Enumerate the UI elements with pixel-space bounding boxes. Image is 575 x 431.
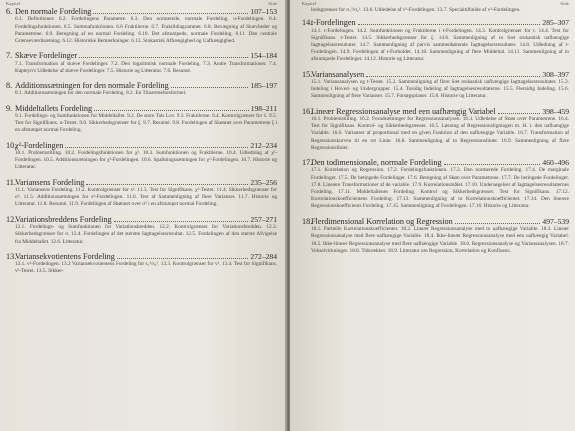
section-list: 13.1. v²-Fordelingen. 13.2 Variansekvotientens Fordeling for s₁²/s₂². 13.3. Kontrolgrænser for v². 13.4. Test for Signifikans. v²-Testet. 13.5. Sikker- [15, 261, 277, 275]
chapter-number: 18. [302, 216, 313, 226]
toc-entry [6, 51, 277, 75]
chapter-number: 14. [302, 18, 313, 28]
toc-entry [302, 217, 569, 255]
dot-leader [94, 110, 249, 111]
chapter-pages: 235–256 [250, 177, 277, 187]
chapter-line [302, 107, 569, 116]
header-page-label: Side [268, 1, 277, 6]
left-toc [6, 7, 277, 276]
chapter-pages: 285–307 [542, 18, 569, 28]
header-chapter-label: Kapitel [302, 1, 317, 6]
chapter-pages: 460–496 [542, 158, 569, 168]
toc-entry [6, 215, 277, 246]
left-page [0, 0, 287, 431]
dot-leader [498, 113, 541, 114]
section-list: 6.1. Definitioner. 6.2. Fordelingens Parametre. 6.3. Den normerede, normale Fordeling. u-Fordelingen. 6.4. Fordelingsfunktionen. 6.5. Summafunktionen. 6.6 Fraktilerne. 6.7. Fraktildiagrammet. 6.8. Bevægning af Skævheder og Parametrene. 6.9. Beregning af en normal Fordeling. 6.10. Det afstumpede, normale Fordeling. 6.11. Den centrale Grænseværdisætning. 6.12. Historiske Bemærkninger. 6.13. Stokastisk Afhængighed og Uafhængighed. [15, 16, 277, 45]
toc-entry [302, 70, 569, 101]
chapter-pages: 198–211 [250, 103, 277, 113]
right-toc [302, 18, 569, 255]
chapter-pages: 398–459 [542, 106, 569, 116]
chapter-pages: 272–284 [250, 251, 277, 261]
section-list: 14.1. t-Fordelingen. 14.2. Sumfunktionen og Fraktilerne i t-Fordelingen. 14.3. Kontrolgrænser for t. 14.4. Test for Signifikans. t-Testet. 14.5. Sikkerhedsgrænser for ξ. 14.6. Sammenligning af to Sæt stokastisk uafhængige Iagttagelsesresultater. 14.7. Sammenligning af parvis sammenhørende Iagttagelsesresultater. 14.8. Udledning af t-Fordelingen. 14.9. Fordelingen af t-Forholdet. 14.10. Sammenligning af flere Middeltal. 14.11. Sammenligning af to afstumpede Fordelinger. 14.12. Historie og Litteratur. [311, 27, 569, 63]
chapter-pages: 497–539 [542, 216, 569, 226]
chapter-pages: 212–234 [250, 140, 277, 150]
chapter-number: 16. [302, 106, 313, 116]
toc-entry [6, 81, 277, 98]
chapter-line [6, 215, 277, 224]
chapter-line [302, 18, 569, 27]
chapter-number: 6. [6, 7, 13, 16]
dot-leader [366, 76, 540, 77]
chapter-title: Variansekvotientens Fordeling [15, 251, 115, 261]
toc-entry [302, 158, 569, 211]
chapter-pages: 154–184 [250, 51, 277, 61]
toc-entry [6, 252, 277, 276]
chapter-pages: 257–271 [250, 214, 277, 224]
chapter-title: t-Fordelingen [311, 18, 356, 28]
chapter-number: 15. [302, 69, 313, 79]
chapter-title: Den todimensionale, normale Fordeling [311, 158, 442, 168]
section-list: 12.1. Fordelings- og Sumfunktionen for Variationsbredden. 12.2. Kontrolgrænser for Variationsbredden. 12.3. Sikkerhedsgrænser for σ. 12.4. Fordelingen af det sterstte Iagttagelsesresultat. 12.5. Fordelingen af den største Afvigelse fra Middeltallet. 12.6. Litteratur. [15, 224, 277, 245]
dot-leader [65, 147, 248, 148]
chapter-pages: 185–197 [250, 81, 277, 91]
chapter-title: Flerdimensional Korrelation og Regression [311, 216, 453, 226]
toc-entry [6, 7, 277, 45]
chapter-title: Additionssætningen for den normale Fordeling [15, 81, 169, 91]
dot-leader [117, 258, 249, 259]
chapter-line [6, 178, 277, 187]
continuation-text: hedsgrænser for σ₁²/σ₂². 13.6. Udledelse af v²-Fordelingen. 13.7. Specialtilfælde af v²-Fordelingen. [311, 7, 521, 13]
toc-entry [302, 18, 569, 63]
chapter-number: 9. [6, 103, 13, 113]
chapter-number: 7. [6, 51, 13, 61]
section-list: 17.1. Korrelation og Regression. 17.2. Fordelingsfunktionen. 17.3. Den normerede Fordeling. 17.4. De marginale Fordelinger. 17.5. De betingede Fordelinger. 17.6. Beregning af Skøn over Parametrene. 17.7. De betingede Fordelinger. 17.8. Lineære Transformationer af de variable. 17.9. Korrelationsmålet. 17.10. Undersøgelser af Iagttagelsesresultaternes Fordeling. 17.11. Middeltallenes Fordeling. Kontrol og Sikkerhedsgrænser. Test for Signifikans. 17.12. Korrelationskoefficientens Fordeling. 17.13. Sammenligning af to Korrelationskoefficienter. 17.14. Den lineære Regressionskoefficients Fordeling. 17.15. Sammenligning af Fordelingen. 17.16. Historie og Litteratur. [311, 167, 569, 210]
chapter-title: Den normale Fordeling [15, 7, 92, 16]
chapter-number: 8. [6, 81, 13, 91]
toc-entry [302, 107, 569, 152]
chapter-title: Variansanalysen [311, 69, 365, 79]
chapter-line [302, 217, 569, 226]
chapter-title: Lineær Regressionsanalyse med een uafhængig Variabel [311, 106, 496, 116]
dot-leader [455, 223, 541, 224]
chapter-number: 12. [6, 214, 17, 224]
dot-leader [444, 164, 541, 165]
chapter-line [6, 51, 277, 60]
right-page [290, 0, 575, 431]
section-list: 8.1. Additionssætningen for den normale Fordeling. 8.2. En Tilnærmelsesformel. [15, 90, 187, 97]
section-list: 11.1. Variansens Fordeling. 11.2. Kontrolgrænser for s². 11.3. Test for Signifikans. χ²-Testet. 11.4. Sikkerhedsgrænser for σ². 11.5. Additionssætningen for s²-Fordelingen. 11.6. Test af Sammenligning af flere Varianser. 11.7. Historie og Litteratur. 11.8. Resumé. 11.9. Fordelingen af Skønnet over σ² i en afstumpet normal Fordeling. [15, 187, 277, 208]
toc-entry [6, 141, 277, 172]
chapter-number: 10. [6, 140, 17, 150]
chapter-line [6, 252, 277, 261]
dot-leader [358, 24, 541, 25]
section-list: 16.1. Problemstilling. 16.2. Forudsætninger for Regressionsanalysen. 16.3. Udledelse af Skøn over Parametrene. 16.4. Test for Signifikans. Kontrol- og Sikkerhedsgrænser. 16.5. Løsning af Regressionsligningen m. H. t. den uafhængige Variable. 16.6. Varianser af proportional med en given Funktion af den uafhængige Variable. 16.7. Transformation af Regressionskurven til en ret Linie. 16.8. Sammenligning af to Regressionslinier. 16.9. Sammenligning af flere Regressionslinier. [311, 116, 569, 151]
section-list: 10.1. Problemstilling. 10.2. Fordelingsfunktionen for χ². 10.3. Sumfunktionen og Fraktilerne. 10.4. Udledning af χ²-Fordelingen. 10.5. Additionssætningen for χ²-Fordelingen. 10.6. Spaltningssætningen for χ²-Fordelingen. 10.7. Historie og Litteratur. [15, 150, 277, 171]
header-page-label: Side [560, 1, 569, 6]
chapter-line [6, 141, 277, 150]
section-list: 7.1. Transformation af skæve Fordelinger. 7.2. Den logaritmisk normale Fordeling. 7.3. Andre Transformationer. 7.4. Kapteyn's Udledelse af skæve Fordelinger. 7.5. Historie og Litteratur. 7.6. Resumé. [15, 60, 277, 74]
chapter-title: Middeltallets Fordeling [15, 103, 93, 113]
section-list: 9.1. Fordelings- og Sumfunktionen for Middeltallet. 9.2. De store Tals Lov. 9.3. Fraktilerne. 9.4. Kontrolgrænser for x̄. 9.5. Test for Signifikans. u-Testet. 9.6. Sikkerhedsgrænser for ξ. 9.7. Resumé. 9.8. Fordelingen af Skønnet over Parametrene ξ i en afstumpet normal Fordeling. [15, 113, 277, 134]
chapter-line [302, 70, 569, 79]
toc-entry [6, 104, 277, 135]
chapter-title: Variationsbreddens Fordeling [15, 214, 112, 224]
chapter-number: 17. [302, 158, 313, 168]
chapter-pages: 107–153 [250, 7, 277, 16]
chapter-number: 13. [6, 251, 17, 261]
section-list: 15.1. Variansanalysen og t-Testet. 15.2. Sammenligning af flere Sæt stokastisk uafhængige Iagttagelsesresultater. 15.3. Indeling i Hoved- og Undergrupper. 15.4. Tosidig Indeling af Iagttagelsesresultaterne. 15.5. Flersidig Indeling. 15.6. Sammenligning af flere Varianser. 15.7. Forsøgsplaner. 15.8. Historie og Litteratur. [311, 79, 569, 100]
chapter-line [6, 104, 277, 113]
dot-leader [93, 13, 248, 14]
dot-leader [114, 221, 249, 222]
chapter-number: 11. [6, 177, 16, 187]
dot-leader [79, 57, 248, 58]
toc-entry [6, 178, 277, 209]
chapter-line [6, 7, 277, 16]
chapter-pages: 308–397 [542, 69, 569, 79]
section-list: 18.1. Partielle Korrelationskoefficienter. 18.2. Lineær Regressionsanalyse med to uafhængige Variable. 18.3. Lineær Regressionsanalyse med flere uafhængige Variable. 18.4. Ikke-lineær Regressionsanalyse med een uafhængig Variabel. 18.5. Ikke-lineær Regressionsanalyse med flere uafhængige Variable. 18.6. Regressionsanalyse og Variansanalysen. 18.7. Vekselvirkninger. 18.8. Tidsrækker. 18.9. Litteratur om Regression, Korrelation og Konfluens. [311, 226, 569, 254]
dot-leader [86, 184, 248, 185]
chapter-title: Variansens Fordeling [15, 177, 85, 187]
chapter-title: χ²-Fordelingen [15, 140, 64, 150]
chapter-title: Skæve Fordelinger [15, 51, 78, 61]
dot-leader [171, 87, 249, 88]
header-chapter-label: Kapitel [6, 1, 21, 6]
